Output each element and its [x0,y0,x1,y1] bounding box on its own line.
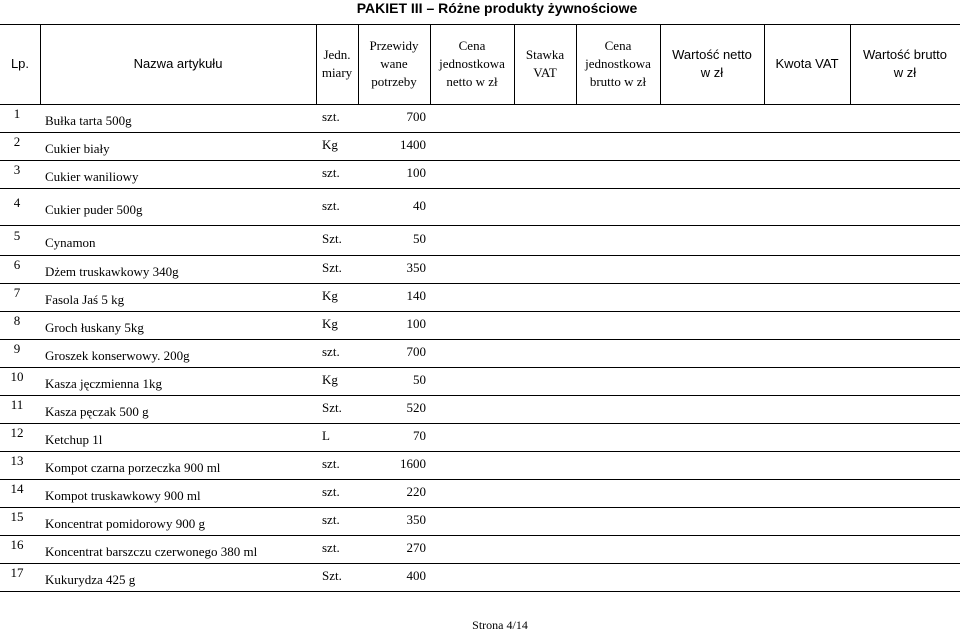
header-gross-price: Cena jednostkowa brutto w zł [585,38,651,89]
item-name: Cukier waniliowy [45,169,139,184]
item-unit: Szt. [322,400,342,415]
item-unit: szt. [322,344,340,359]
item-quantity: 350 [406,260,426,275]
item-quantity: 400 [406,568,426,583]
item-quantity: 100 [406,165,426,180]
item-unit: Szt. [322,260,342,275]
item-name: Kukurydza 425 g [45,572,136,587]
item-unit: szt. [322,484,340,499]
item-unit: L [322,428,330,443]
row-number: 8 [13,313,21,328]
item-quantity: 70 [413,428,426,443]
header-name: Nazwa artykułu [133,56,223,71]
item-quantity: 270 [406,540,426,555]
row-number: 12 [10,425,24,440]
item-quantity: 100 [406,316,426,331]
row-number: 10 [10,369,24,384]
item-quantity: 50 [413,372,426,387]
row-number: 7 [13,285,21,300]
item-unit: Kg [322,316,338,331]
item-quantity: 350 [406,512,426,527]
item-name: Koncentrat barszczu czerwonego 380 ml [45,544,258,559]
item-unit: szt. [322,109,340,124]
row-number: 2 [13,134,21,149]
header-vat-amount: Kwota VAT [775,56,839,71]
row-number: 3 [13,162,21,177]
row-number: 6 [13,257,21,272]
row-number: 13 [10,453,24,468]
item-name: Kompot czarna porzeczka 900 ml [45,460,221,475]
item-unit: Szt. [322,568,342,583]
item-quantity: 700 [406,344,426,359]
item-name: Cukier biały [45,141,110,156]
row-number: 5 [13,228,21,243]
row-number: 17 [10,565,24,580]
item-unit: Kg [322,372,338,387]
item-quantity: 1400 [400,137,426,152]
item-quantity: 140 [406,288,426,303]
row-number: 14 [10,481,24,496]
item-quantity: 40 [413,197,426,213]
header-vat-rate: Stawka VAT [525,47,565,80]
item-name: Kasza pęczak 500 g [45,404,149,419]
item-quantity: 1600 [400,456,426,471]
item-name: Kompot truskawkowy 900 ml [45,488,201,503]
header-gross-value: Wartość brutto w zł [862,47,948,80]
item-name: Kasza jęczmienna 1kg [45,376,162,391]
row-number: 16 [10,537,24,552]
item-quantity: 220 [406,484,426,499]
item-name: Ketchup 1l [45,432,103,447]
item-unit: szt. [322,197,340,213]
document-title: PAKIET III – Różne produkty żywnościowe [356,0,638,16]
header-net-price: Cena jednostkowa netto w zł [439,38,505,89]
item-quantity: 700 [406,109,426,124]
header-unit: Jedn. miary [321,47,353,80]
item-unit: szt. [322,456,340,471]
row-number: 4 [13,194,21,210]
item-unit: szt. [322,540,340,555]
item-name: Groch łuskany 5kg [45,320,144,335]
header-qty: Przewidy wane potrzeby [369,38,419,89]
item-quantity: 520 [406,400,426,415]
item-name: Fasola Jaś 5 kg [45,292,125,307]
page-number: Strona 4/14 [472,618,528,632]
item-name: Cukier puder 500g [45,201,143,217]
row-number: 9 [13,341,21,356]
row-number: 11 [10,397,24,412]
header-lp: Lp. [10,56,30,71]
item-unit: Kg [322,137,338,152]
item-unit: szt. [322,512,340,527]
row-number: 15 [10,509,24,524]
item-unit: Szt. [322,231,342,246]
item-name: Koncentrat pomidorowy 900 g [45,516,205,531]
item-name: Groszek konserwowy. 200g [45,348,190,363]
item-name: Bułka tarta 500g [45,113,132,128]
header-net-value: Wartość netto w zł [672,47,752,80]
item-name: Cynamon [45,235,96,250]
item-name: Dżem truskawkowy 340g [45,264,179,279]
row-number: 1 [13,106,21,121]
item-unit: szt. [322,165,340,180]
item-quantity: 50 [413,231,426,246]
item-unit: Kg [322,288,338,303]
